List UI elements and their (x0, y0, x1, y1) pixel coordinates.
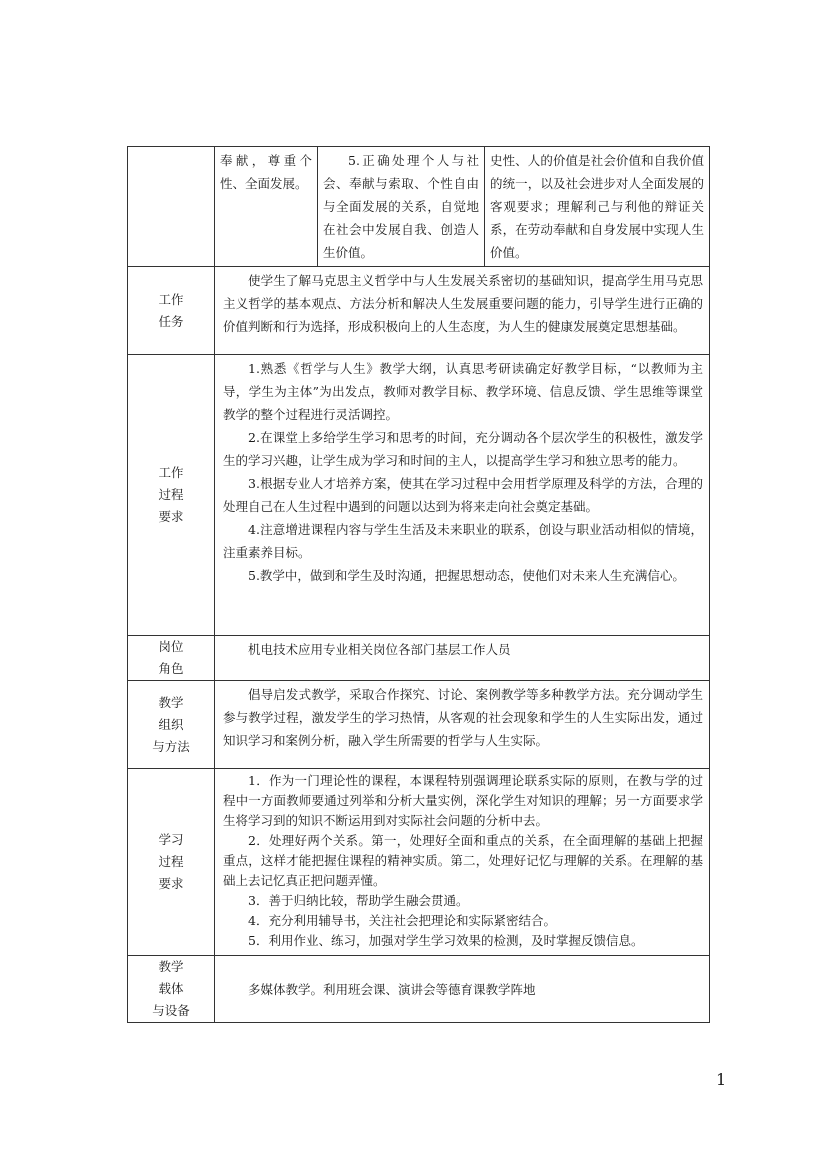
continuation-col2: 5.正确处理个人与社会、奉献与索取、个性自由与全面发展的关系，自觉地在社会中发展自我、创造人生价值。 (318, 147, 485, 266)
continuation-col3: 史性、人的价值是社会价值和自我价值的统一，以及社会进步对人全面发展的客观要求；理解利己与利他的辩证关系，在劳动奉献和自身发展中实现人生价值。 (490, 153, 704, 260)
post-role-content: 机电技术应用专业相关岗位各部门基层工作人员 (215, 636, 710, 681)
table-row (128, 147, 710, 267)
table-row (128, 681, 710, 769)
table-row (128, 769, 710, 956)
continuation-col1: 奉献，尊重个性、全面发展。 (215, 147, 318, 266)
work-process-label: 工作 过程 要求 (128, 355, 215, 636)
work-process-content: 1.熟悉《哲学与人生》教学大纲，认真思考研读确定好教学目标，“以教师为主导，学生为主体”为出发点，教师对教学目标、教学环境、信息反馈、学生思维等课堂教学的整个过程进行灵活调控。 2.在课堂上多给学生学习和思考的时间，充分调动各个层次学生的积极性，激发学生的学习兴趣，让学生成为学习和时间的主人，以提高学生学习和独立思考的能力。 3.根据专业人才培养方案，使其在学习过程中会用哲学原理及科学的方法，合理的处理自己在人生过程中遇到的问题以达到为将来走向社会奠定基础。 4.注意增进课程内容与学生生活及未来职业的联系，创设与职业活动相似的情境，注重素养目标。 5.教学中，做到和学生及时沟通，把握思想动态，使他们对未来人生充满信心。 (215, 355, 710, 636)
media-content: 多媒体教学。利用班会课、演讲会等德育课教学阵地 (215, 956, 710, 1023)
page-number: 1 (716, 1070, 727, 1089)
continuation-cell (215, 147, 710, 267)
teaching-method-label: 教学 组织 与方法 (128, 681, 215, 769)
table-row (128, 956, 710, 1023)
course-table (127, 146, 710, 1023)
learning-process-label: 学习 过程 要求 (128, 769, 215, 956)
work-task-content: 使学生了解马克思主义哲学中与人生发展关系密切的基础知识，提高学生用马克思主义哲学的基本观点、方法分析和解决人生发展重要问题的能力，引导学生进行正确的价值判断和行为选择，形成积极向上的人生态度，为人生的健康发展奠定思想基础。 (215, 267, 710, 355)
table-row (128, 636, 710, 681)
media-label: 教学 载体 与设备 (128, 956, 215, 1023)
teaching-method-content: 倡导启发式教学，采取合作探究、讨论、案例教学等多种教学方法。充分调动学生参与教学过程，激发学生的学习热情，从客观的社会现象和学生的人生实际出发，通过知识学习和案例分析，融入学生所需要的哲学与人生实际。 (215, 681, 710, 769)
table-row (128, 267, 710, 355)
empty-label-cell (128, 147, 215, 267)
table-row (128, 355, 710, 636)
learning-process-content: 1．作为一门理论性的课程，本课程特别强调理论联系实际的原则，在教与学的过程中一方面教师要通过列举和分析大量实例，深化学生对知识的理解；另一方面要求学生将学习到的知识不断运用到对实际社会问题的分析中去。 2．处理好两个关系。第一，处理好全面和重点的关系，在全面理解的基础上把握重点，这样才能把握住课程的精神实质。第二，处理好记忆与理解的关系。在理解的基础上去记忆真正把问题弄懂。 3．善于归纳比较，帮助学生融会贯通。 4．充分利用辅导书，关注社会把理论和实际紧密结合。 5．利用作业、练习，加强对学生学习效果的检测，及时掌握反馈信息。 (215, 769, 710, 956)
post-role-label: 岗位 角色 (128, 636, 215, 681)
work-task-label: 工作 任务 (128, 267, 215, 355)
